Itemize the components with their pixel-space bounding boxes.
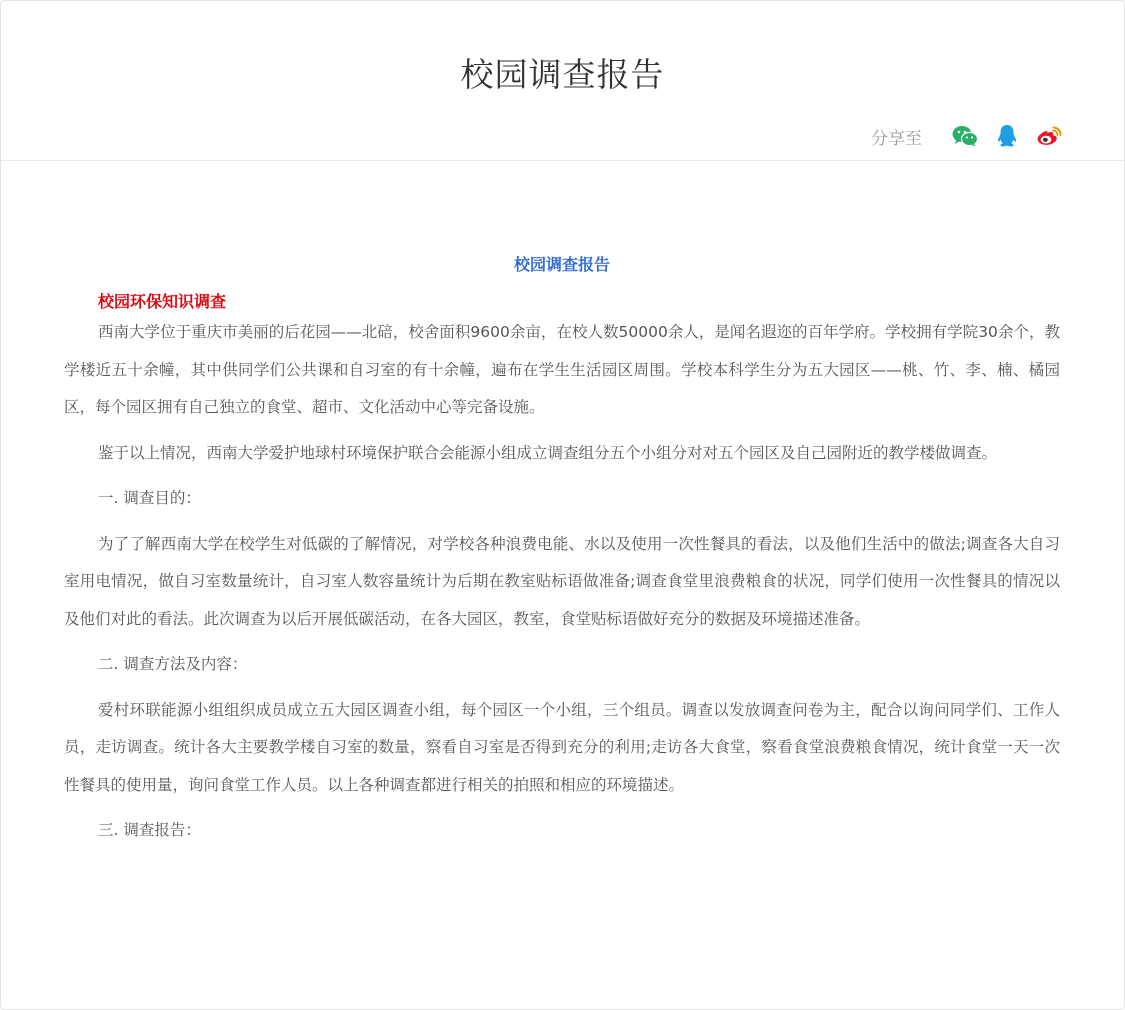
paragraph: 西南大学位于重庆市美丽的后花园——北碚，校舍面积9600余亩，在校人数50000余人，是闻名遐迩的百年学府。学校拥有学院30余个，教学楼近五十余幢，其中供同学们公共课和自习室的有十余幢，遍布在学生生活园区周围。学校本科学生分为五大园区——桃、竹、李、楠、橘园区，每个园区拥有自己独立的食堂、超市、文化活动中心等完备设施。 xyxy=(64,323,1060,416)
paragraph: 为了了解西南大学在校学生对低碳的了解情况，对学校各种浪费电能、水以及使用一次性餐具的看法，以及他们生活中的做法;调查各大自习室用电情况，做自习室数量统计，自习室人数容量统计为后期在教室贴标语做准备;调查食堂里浪费粮食的状况，同学们使用一次性餐具的情况以及他们对此的看法。此次调查为以后开展低碳活动，在各大园区，教室，食堂贴标语做好充分的数据及环境描述准备。 xyxy=(64,534,1060,628)
share-bar xyxy=(871,121,1062,151)
share-label: 分享至 xyxy=(871,128,922,149)
share-weibo-button[interactable] xyxy=(1036,123,1062,149)
paragraph: 二. 调查方法及内容： xyxy=(98,655,248,673)
share-qq-button[interactable] xyxy=(994,123,1020,149)
section-title: 校园环保知识调查 xyxy=(98,292,227,311)
article-body xyxy=(64,241,1060,850)
weibo-icon xyxy=(1036,125,1062,147)
article-heading: 校园调查报告 xyxy=(513,255,610,274)
paragraph: 爱村环联能源小组组织成员成立五大园区调查小组，每个园区一个小组，三个组员。调查以发放调查问卷为主，配合以询问同学们、工作人员，走访调查。统计各大主要教学楼自习室的数量，察看自习室是否得到充分的利用;走访各大食堂，察看食堂浪费粮食情况，统计食堂一天一次性餐具的使用量，询问食堂工作人员。以上各种调查都进行相关的拍照和相应的环境描述。 xyxy=(64,700,1060,794)
wechat-icon xyxy=(952,125,978,147)
paragraph: 鉴于以上情况，西南大学爱护地球村环境保护联合会能源小组成立调查组分五个小组分对对五个园区及自己园附近的教学楼做调查。 xyxy=(98,443,998,462)
article-header xyxy=(1,1,1124,161)
page-title: 校园调查报告 xyxy=(460,55,665,94)
qq-icon xyxy=(996,124,1018,148)
paragraph: 三. 调查报告： xyxy=(98,821,201,839)
share-wechat-button[interactable] xyxy=(952,123,978,149)
paragraph: 一. 调查目的： xyxy=(98,489,201,507)
